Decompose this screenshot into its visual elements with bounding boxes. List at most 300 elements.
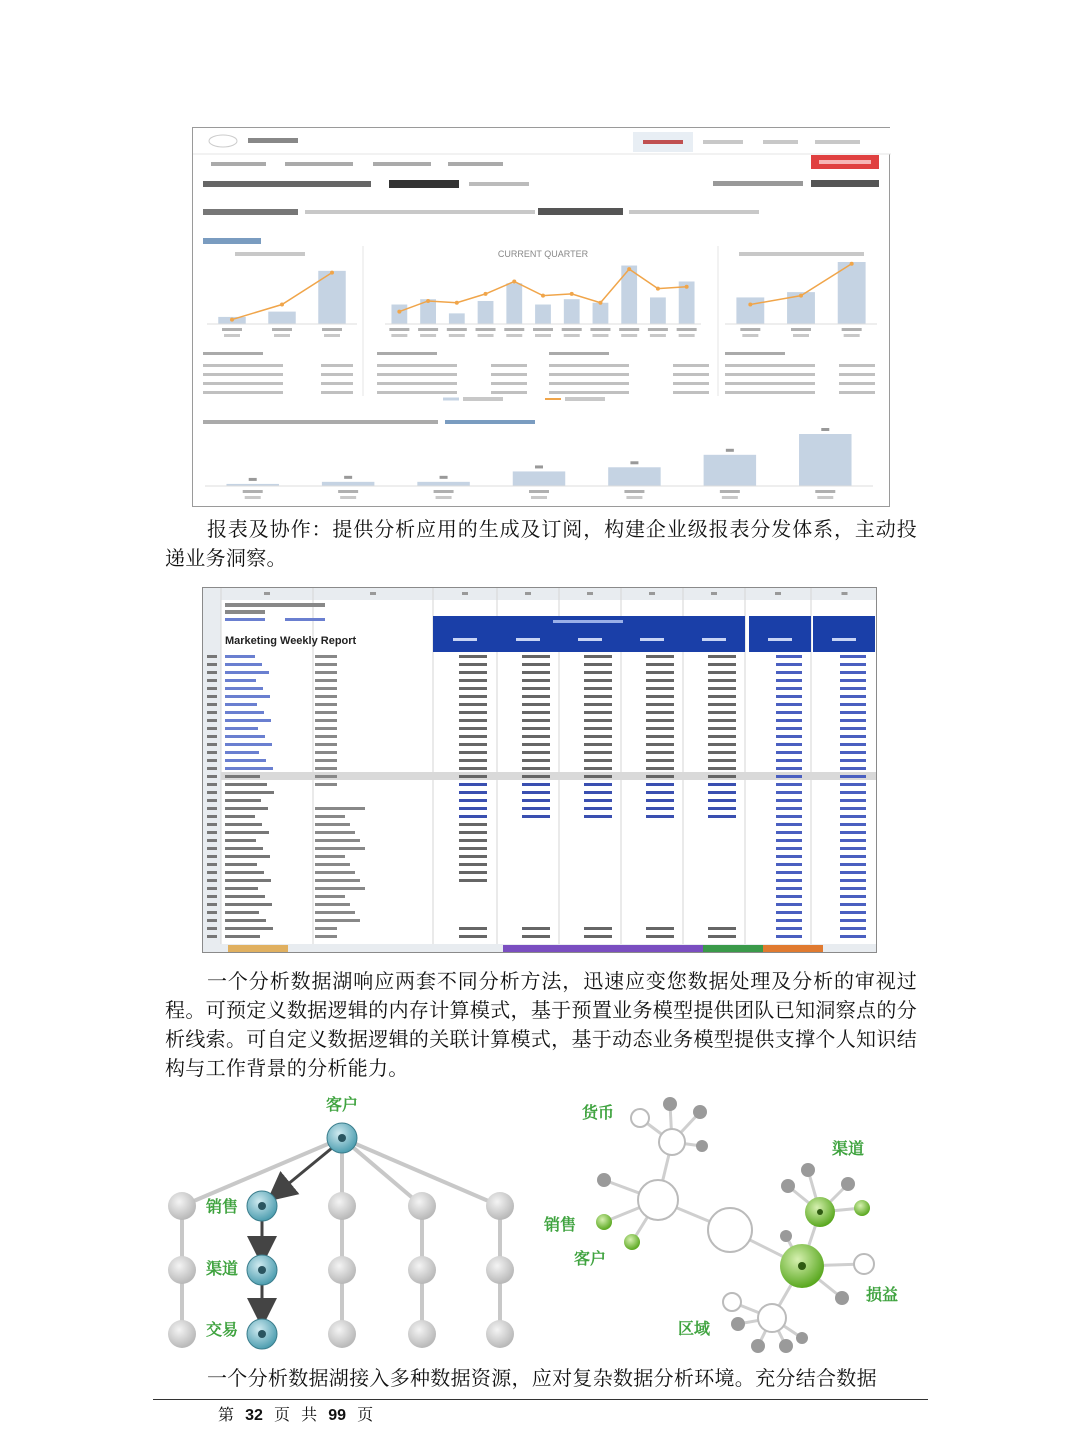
spreadsheet-figure xyxy=(202,587,877,953)
sheet-cell xyxy=(776,743,802,746)
section-label xyxy=(203,238,261,244)
sheet-cell xyxy=(522,687,550,690)
sheet-cell xyxy=(840,703,866,706)
sheet-cell xyxy=(646,807,674,810)
chart-point xyxy=(426,299,430,303)
sheet-cell xyxy=(776,719,802,722)
network-node xyxy=(708,1208,752,1252)
sheet-cell xyxy=(840,743,866,746)
table-cell xyxy=(549,364,629,367)
table-cell xyxy=(377,391,457,394)
tree-label-channel: 渠道 xyxy=(206,1259,239,1278)
sheet-cell xyxy=(776,839,802,842)
footer-prefix: 第 xyxy=(218,1405,235,1424)
sheet-cell xyxy=(225,919,266,922)
table-cell xyxy=(725,373,815,376)
sheet-cell xyxy=(459,735,487,738)
sheet-cell xyxy=(522,807,550,810)
sheet-cell xyxy=(459,663,487,666)
sheet-cell xyxy=(459,871,487,874)
sheet-cell xyxy=(708,671,736,674)
sheet-cell xyxy=(225,671,269,674)
table-cell xyxy=(377,382,457,385)
table-cell xyxy=(377,373,457,376)
sheet-cell xyxy=(584,719,612,722)
chart-point xyxy=(330,271,334,275)
sheet-cell xyxy=(646,927,674,930)
chart-bar xyxy=(621,266,637,324)
tree-node xyxy=(328,1192,356,1220)
sheet-cell xyxy=(708,759,736,762)
sheet-cell xyxy=(776,775,802,778)
sheet-cell xyxy=(459,767,487,770)
sheet-cell xyxy=(776,711,802,714)
chart-point xyxy=(280,303,284,307)
sheet-cell xyxy=(646,671,674,674)
sheet-cell xyxy=(459,655,487,658)
chart-bar xyxy=(799,434,851,486)
sheet-cell xyxy=(840,903,866,906)
sheet-cell xyxy=(225,711,264,714)
sheet-cell xyxy=(776,703,802,706)
bottom-chart-link[interactable] xyxy=(445,420,535,424)
sheet-cell xyxy=(584,815,612,818)
network-node-customer xyxy=(624,1234,640,1250)
tree-node xyxy=(486,1256,514,1284)
sheet-cell xyxy=(840,879,866,882)
chart-tick-label xyxy=(504,328,524,331)
sheet-cell xyxy=(225,903,272,906)
sheet-cell xyxy=(708,783,736,786)
sheet-cell xyxy=(840,839,866,842)
sheet-cell xyxy=(840,767,866,770)
table-cell xyxy=(725,364,815,367)
sheet-cell xyxy=(840,855,866,858)
sheet-cell xyxy=(459,863,487,866)
sheet-cell xyxy=(584,727,612,730)
sheet-cell xyxy=(840,671,866,674)
kpi-text-left xyxy=(203,181,371,187)
sheet-cell xyxy=(708,655,736,658)
chart-bar xyxy=(608,467,660,486)
chart-tick-label xyxy=(389,328,409,331)
footer-middle: 页 共 xyxy=(274,1405,318,1424)
tree-label-transaction: 交易 xyxy=(206,1320,239,1339)
sheet-cell xyxy=(776,807,802,810)
sheet-cell xyxy=(584,783,612,786)
sheet-cell xyxy=(776,783,802,786)
sheet-cell xyxy=(522,935,550,938)
sheet-cell xyxy=(776,815,802,818)
sheet-cell xyxy=(646,663,674,666)
sheet-cell xyxy=(646,935,674,938)
sheet-cell xyxy=(225,847,263,850)
sheet-cell xyxy=(225,831,269,834)
sheet-cell xyxy=(522,719,550,722)
chart-tick-label xyxy=(740,328,760,331)
sheet-cell xyxy=(459,879,487,882)
chart-data-label xyxy=(630,461,638,464)
sheet-tab[interactable] xyxy=(228,945,288,953)
sheet-cell xyxy=(522,679,550,682)
tree-node xyxy=(486,1320,514,1348)
sheet-cell xyxy=(776,831,802,834)
sheet-cell xyxy=(776,911,802,914)
sheet-cell xyxy=(646,759,674,762)
sheet-cell xyxy=(584,735,612,738)
sheet-cell xyxy=(225,751,259,754)
sheet-cell xyxy=(646,751,674,754)
sheet-cell xyxy=(646,687,674,690)
sheet-cell xyxy=(584,655,612,658)
table-cell xyxy=(321,373,353,376)
sheet-cell xyxy=(584,791,612,794)
sheet-cell xyxy=(459,759,487,762)
sheet-cell xyxy=(459,719,487,722)
sheet-cell xyxy=(522,767,550,770)
sheet-cell xyxy=(840,911,866,914)
table-cell xyxy=(203,373,283,376)
sheet-cell xyxy=(522,815,550,818)
chart-bar xyxy=(391,305,407,324)
chart-data-label xyxy=(440,476,448,479)
table-cell xyxy=(549,391,629,394)
chart-point xyxy=(397,310,401,314)
sheet-cell xyxy=(225,663,262,666)
sheet-cell xyxy=(646,655,674,658)
chart-point xyxy=(748,303,752,307)
sheet-cell xyxy=(840,927,866,930)
chart-data-label xyxy=(535,465,543,468)
bar-chart-forecast xyxy=(725,262,877,337)
sheet-cell xyxy=(708,767,736,770)
sheet-tab[interactable] xyxy=(503,945,703,953)
sheet-cell xyxy=(584,807,612,810)
tree-node xyxy=(486,1192,514,1220)
table-cell xyxy=(673,364,709,367)
bar-chart-bottom xyxy=(205,428,873,499)
table-cell xyxy=(203,382,283,385)
sheet-cell xyxy=(459,855,487,858)
chart-data-label xyxy=(726,449,734,452)
chart-bar xyxy=(535,305,551,324)
sheet-cell xyxy=(840,935,866,938)
total-pages: 99 xyxy=(328,1407,346,1424)
sheet-cell xyxy=(776,863,802,866)
sheet-cell xyxy=(225,735,265,738)
sheet-cell xyxy=(776,679,802,682)
filter-3[interactable] xyxy=(373,162,431,166)
sheet-cell xyxy=(708,935,736,938)
sheet-cell xyxy=(776,799,802,802)
sheet-cell xyxy=(459,831,487,834)
sheet-cell xyxy=(522,927,550,930)
sheet-cell xyxy=(225,687,263,690)
sheet-cell xyxy=(840,775,866,778)
chart-point xyxy=(799,294,803,298)
sheet-cell xyxy=(646,735,674,738)
sheet-cell xyxy=(459,679,487,682)
sheet-cell xyxy=(646,711,674,714)
sheet-cell xyxy=(708,695,736,698)
sheet-cell xyxy=(646,719,674,722)
chart-tick-label xyxy=(272,328,292,331)
sheet-cell xyxy=(840,799,866,802)
sheet-cell xyxy=(584,799,612,802)
chart-tick-label xyxy=(590,328,610,331)
chart-tick-label xyxy=(533,328,553,331)
table-cell xyxy=(839,373,875,376)
chart-tick-label xyxy=(476,328,496,331)
table-cell xyxy=(839,364,875,367)
filter-1[interactable] xyxy=(211,162,266,166)
network-node xyxy=(758,1304,786,1332)
chart-bar xyxy=(417,482,469,486)
sheet-cell xyxy=(584,775,612,778)
bar-chart-current-quarter xyxy=(385,266,701,337)
table-cell xyxy=(725,391,815,394)
chart-bar xyxy=(704,455,756,486)
table-cell xyxy=(839,382,875,385)
chart-bar xyxy=(650,297,666,324)
sheet-cell xyxy=(522,775,550,778)
sheet-cell xyxy=(708,815,736,818)
sheet-cell xyxy=(708,719,736,722)
filter-4[interactable] xyxy=(448,162,503,166)
sheet-cell xyxy=(584,671,612,674)
sheet-cell xyxy=(522,759,550,762)
sheet-cell xyxy=(708,791,736,794)
chart-tick-label xyxy=(434,490,454,493)
sheet-cell xyxy=(459,927,487,930)
sheet-cell xyxy=(522,655,550,658)
table-cell xyxy=(491,373,527,376)
table-cell xyxy=(491,364,527,367)
sheet-cell xyxy=(776,687,802,690)
sheet-cell xyxy=(840,695,866,698)
chart-bar xyxy=(506,283,522,324)
sheet-cell xyxy=(225,839,256,842)
sheet-cell xyxy=(708,687,736,690)
sheet-cell xyxy=(840,863,866,866)
sheet-cell xyxy=(646,799,674,802)
footer-suffix: 页 xyxy=(357,1405,374,1424)
chart-tick-label xyxy=(338,490,358,493)
dashboard-figure xyxy=(192,127,890,507)
chart-tick-label xyxy=(648,328,668,331)
chart-bar xyxy=(513,471,565,486)
chart-tick-label xyxy=(447,328,467,331)
chart-tick-label xyxy=(815,490,835,493)
sheet-cell xyxy=(646,775,674,778)
sheet-cell xyxy=(840,727,866,730)
network-label-customer: 客户 xyxy=(574,1249,607,1268)
sheet-cell xyxy=(584,687,612,690)
sheet-cell xyxy=(522,743,550,746)
sheet-cell xyxy=(225,743,272,746)
sheet-cell xyxy=(225,695,270,698)
sheet-cell xyxy=(646,767,674,770)
sheet-cell xyxy=(776,855,802,858)
filter-2[interactable] xyxy=(285,162,353,166)
network-label-channel: 渠道 xyxy=(832,1139,865,1158)
sheet-cell xyxy=(225,791,274,794)
chart-bar xyxy=(478,301,494,324)
footer-divider xyxy=(153,1399,928,1400)
tab-3[interactable] xyxy=(763,140,798,144)
sheet-cell xyxy=(459,823,487,826)
sheet-cell xyxy=(522,751,550,754)
network-label-currency: 货币 xyxy=(582,1103,615,1122)
sheet-cell xyxy=(840,655,866,658)
sheet-cell xyxy=(225,895,265,898)
network-label-region: 区域 xyxy=(678,1319,711,1338)
chart-point xyxy=(598,301,602,305)
sheet-cell xyxy=(708,703,736,706)
sheet-cell xyxy=(708,799,736,802)
sheet-cell xyxy=(646,679,674,682)
sheet-cell xyxy=(708,807,736,810)
sheet-cell xyxy=(225,655,255,658)
network-node xyxy=(854,1254,874,1274)
sheet-cell xyxy=(225,823,262,826)
sheet-cell xyxy=(459,791,487,794)
chart-bar xyxy=(268,312,296,324)
bar-chart-previous xyxy=(207,271,357,337)
table-cell xyxy=(321,382,353,385)
sheet-cell xyxy=(225,871,264,874)
network-graph xyxy=(544,1097,898,1353)
table-cell xyxy=(321,391,353,394)
sheet-cell xyxy=(840,791,866,794)
table-cell xyxy=(673,391,709,394)
sheet-tab[interactable] xyxy=(763,945,823,953)
table-cell xyxy=(491,391,527,394)
sheet-cell xyxy=(840,919,866,922)
sheet-cell xyxy=(522,727,550,730)
sheet-cell xyxy=(776,767,802,770)
chart-bar xyxy=(838,262,866,324)
tree-node xyxy=(328,1256,356,1284)
sheet-cell xyxy=(459,671,487,674)
spreadsheet-rows xyxy=(207,655,877,938)
sheet-cell xyxy=(459,743,487,746)
chart-bar xyxy=(322,482,374,486)
sheet-cell xyxy=(459,775,487,778)
sheet-cell xyxy=(522,703,550,706)
tree-label-root: 客户 xyxy=(325,1095,359,1114)
sheet-cell xyxy=(708,743,736,746)
sheet-cell xyxy=(708,927,736,930)
network-node-sales xyxy=(596,1214,612,1230)
chart-tick-label xyxy=(529,490,549,493)
network-node xyxy=(638,1180,678,1220)
table-cell xyxy=(203,364,283,367)
sheet-cell xyxy=(776,759,802,762)
tree-node xyxy=(408,1256,436,1284)
sheet-cell xyxy=(522,735,550,738)
sheet-cell xyxy=(840,807,866,810)
tab-2[interactable] xyxy=(703,140,743,144)
tree-node xyxy=(328,1320,356,1348)
sheet-cell xyxy=(459,711,487,714)
sheet-cell xyxy=(522,791,550,794)
tree-label-sales: 销售 xyxy=(206,1197,239,1216)
tree-node xyxy=(408,1192,436,1220)
sheet-cell xyxy=(646,743,674,746)
sheet-cell xyxy=(225,783,267,786)
sheet-cell xyxy=(522,695,550,698)
chart-bar xyxy=(736,297,764,324)
sheet-cell xyxy=(522,783,550,786)
graph-svg xyxy=(160,1090,920,1360)
sheet-cell xyxy=(840,735,866,738)
table-cell xyxy=(491,382,527,385)
sheet-cell xyxy=(225,775,260,778)
sheet-cell xyxy=(708,663,736,666)
sheet-cell xyxy=(776,871,802,874)
chart-data-label xyxy=(821,428,829,431)
sheet-cell xyxy=(584,767,612,770)
page-number: 32 xyxy=(245,1407,263,1424)
sheet-cell xyxy=(708,751,736,754)
sheet-cell xyxy=(776,791,802,794)
sheet-cell xyxy=(459,815,487,818)
sheet-cell xyxy=(225,879,271,882)
sheet-cell xyxy=(776,751,802,754)
chart-title-current-quarter: CURRENT QUARTER xyxy=(497,249,589,259)
sheet-cell xyxy=(459,727,487,730)
chart-tick-label xyxy=(243,490,263,493)
sheet-cell xyxy=(840,887,866,890)
sheet-cell xyxy=(459,935,487,938)
sheet-tab[interactable] xyxy=(703,945,763,953)
sheet-cell xyxy=(840,711,866,714)
sheet-cell xyxy=(840,751,866,754)
table-cell xyxy=(321,364,353,367)
sheet-cell xyxy=(646,783,674,786)
chart-tick-label xyxy=(322,328,342,331)
sheet-cell xyxy=(225,703,257,706)
kpi-text-right xyxy=(713,181,803,186)
sheet-cell xyxy=(840,815,866,818)
table-cell xyxy=(839,391,875,394)
sheet-cell xyxy=(646,727,674,730)
chart-point xyxy=(627,267,631,271)
sheet-cell xyxy=(584,663,612,666)
sheet-cell xyxy=(840,759,866,762)
sheet-cell xyxy=(776,823,802,826)
chart-bar xyxy=(564,299,580,324)
sheet-cell xyxy=(225,863,257,866)
chart-tick-label xyxy=(791,328,811,331)
chart-point xyxy=(455,301,459,305)
sheet-cell xyxy=(840,871,866,874)
sheet-cell xyxy=(225,799,261,802)
chart-tick-label xyxy=(418,328,438,331)
sheet-cell xyxy=(459,807,487,810)
sheet-cell xyxy=(776,655,802,658)
sheet-cell xyxy=(225,815,255,818)
sheet-cell xyxy=(708,727,736,730)
chart-tick-label xyxy=(677,328,697,331)
sheet-cell xyxy=(584,743,612,746)
spreadsheet-svg xyxy=(203,588,877,953)
tab-4[interactable] xyxy=(815,140,860,144)
chart-point xyxy=(570,292,574,296)
chart-tick-label xyxy=(720,490,740,493)
sheet-cell xyxy=(522,799,550,802)
